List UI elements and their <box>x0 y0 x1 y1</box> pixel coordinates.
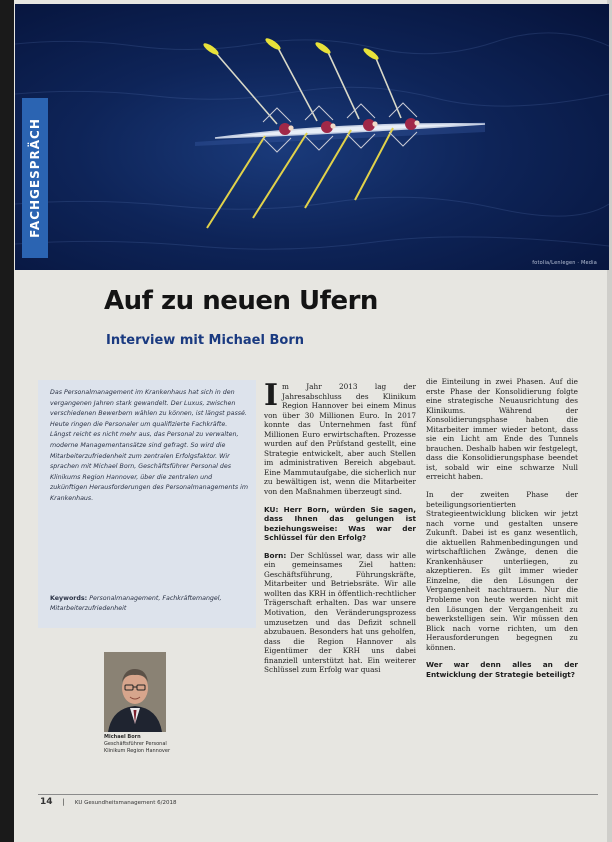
section-tab-label: FACHGESPRÄCH <box>28 118 43 238</box>
question-2: Wer war denn alles an der Entwicklung der Strategie beteiligt? <box>426 660 578 679</box>
portrait-photo <box>104 652 166 732</box>
question-1-text: Herr Born, würden Sie sagen, dass Ihnen das gelungen ist beziehungsweise: Was war der Schlüssel für den Erfolg? <box>264 504 416 543</box>
article-column-2 <box>426 377 578 687</box>
keywords-label: Keywords: <box>50 595 88 602</box>
page-number: 14 <box>40 797 53 807</box>
page-binding-edge <box>0 0 14 842</box>
answer-1-text: Der Schlüssel war, dass wir alle ein gemeinsames Ziel hatten: Geschäftsführung, Führungskräfte, Mitarbeiter und Betriebsräte. Wir alle wollten das KRH in öffentlich-rechtlicher Trägerschaft erhalten. Das war unsere Motivation, den Veränderungsprozess umzusetzen und das Defizit schnell abzubauen. Besonders hat uns geholfen, dass die Region Hannover als Eigentümer der KRH uns dabei finanziell unterstützt hat. Ein weiterer Schlüssel zum Erfolg war quasi <box>264 550 416 675</box>
answer-1 <box>264 551 416 675</box>
column-2-paragraph-2: In der zweiten Phase der beteiligungsorientierten Strategieentwicklung blicken wir jetzt nach vorne und gestalten unsere Zukunft. Dabei ist es ganz wesentlich, die aktuellen Rahmenbedingungen und wirtschaftlichen Zwänge, denen die Krankenhäuser unterliegen, zu akzeptieren. Es gilt immer wieder Einzelne, die den Lösungen der Vergangenheit nachtrauern. Nur die Probleme von heute werden nicht mit den Lösungen der Vergangenheit zu bewerkstelligen sein. Wir müssen den Blick nach vorne richten, um den Herausforderungen begegnen zu können. <box>426 490 578 652</box>
page-footer <box>40 797 176 807</box>
footer-rule <box>38 794 598 795</box>
hero-photo-rowing-boat <box>15 4 609 270</box>
question-1 <box>264 505 416 543</box>
portrait-illustration <box>104 652 166 732</box>
footer-source: KU Gesundheitsmanagement 6/2018 <box>74 800 177 806</box>
article-title: Auf zu neuen Ufern <box>104 286 378 316</box>
caption-org: Klinikum Region Hannover <box>104 748 171 754</box>
caption-role: Geschäftsführer Personal <box>104 741 167 747</box>
keywords-values: Personalmanagement, Fachkräftemangel, Mitarbeiterzufriedenheit <box>50 595 222 612</box>
article-column-1 <box>264 378 416 683</box>
rowing-boat-illustration <box>15 4 609 270</box>
article-subtitle: Interview mit Michael Born <box>106 333 304 348</box>
intro-text: m Jahr 2013 lag der Jahresabschluss des Klinikum Region Hannover bei einem Minus von über 30 Millionen Euro. In 2017 konnte das Unternehmen fast fünf Millionen Euro erwirtschaften. Prozesse wurden auf den Prüfstand gestellt, eine Strategie entwickelt, aber auch Stellen im administrativen Bereich abgebaut. Eine Mammutaufgabe, die sicherlich nur zu bewältigen ist, wenn die Mitarbeiter von den Maßnahmen überzeugt sind. <box>264 382 416 497</box>
abstract-text: Das Personalmanagement im Krankenhaus hat sich in den vergangenen Jahren stark gewandelt. Der Luxus, zwischen verschiedenen Bewerbern wählen zu können, ist längst passé. Heute ringen die Personaler um qualifizierte Fachkräfte. Längst reicht es nicht mehr aus, das Personal zu verwalten, moderne Managementansätze sind gefragt. So wird die Mitarbeiterzufriedenheit zum zentralen Erfolgsfaktor. Wir sprachen mit Michael Born, Geschäftsführer Personal des Klinikums Region Hannover, über die zentralen und zukünftigen Herausforderungen des Personalmanagements im Krankenhaus. <box>50 389 249 502</box>
footer-separator: | <box>62 798 65 806</box>
photo-credit: fotolia/Lenlegen · Media <box>532 260 597 266</box>
section-tab <box>22 98 48 258</box>
keywords <box>50 594 250 614</box>
column-2-paragraph-1: die Einteilung in zwei Phasen. Auf die erste Phase der Konsolidierung folgte eine strategische Neuausrichtung des Klinikums. Während der Konsolidierungsphase haben die Mitarbeiter immer wieder betont, dass sie ein Licht am Ende des Tunnels brauchen. Deshalb haben wir festgelegt, dass die Konsolidierungsphase beendet ist, sobald wir eine schwarze Null erreicht haben. <box>426 377 578 482</box>
drop-cap: I <box>264 378 279 413</box>
caption-name: Michael Born <box>104 734 141 740</box>
question-1-label: KU: <box>264 504 279 514</box>
portrait-caption <box>104 734 234 755</box>
intro-paragraph <box>264 378 416 497</box>
answer-1-label: Born: <box>264 550 287 560</box>
